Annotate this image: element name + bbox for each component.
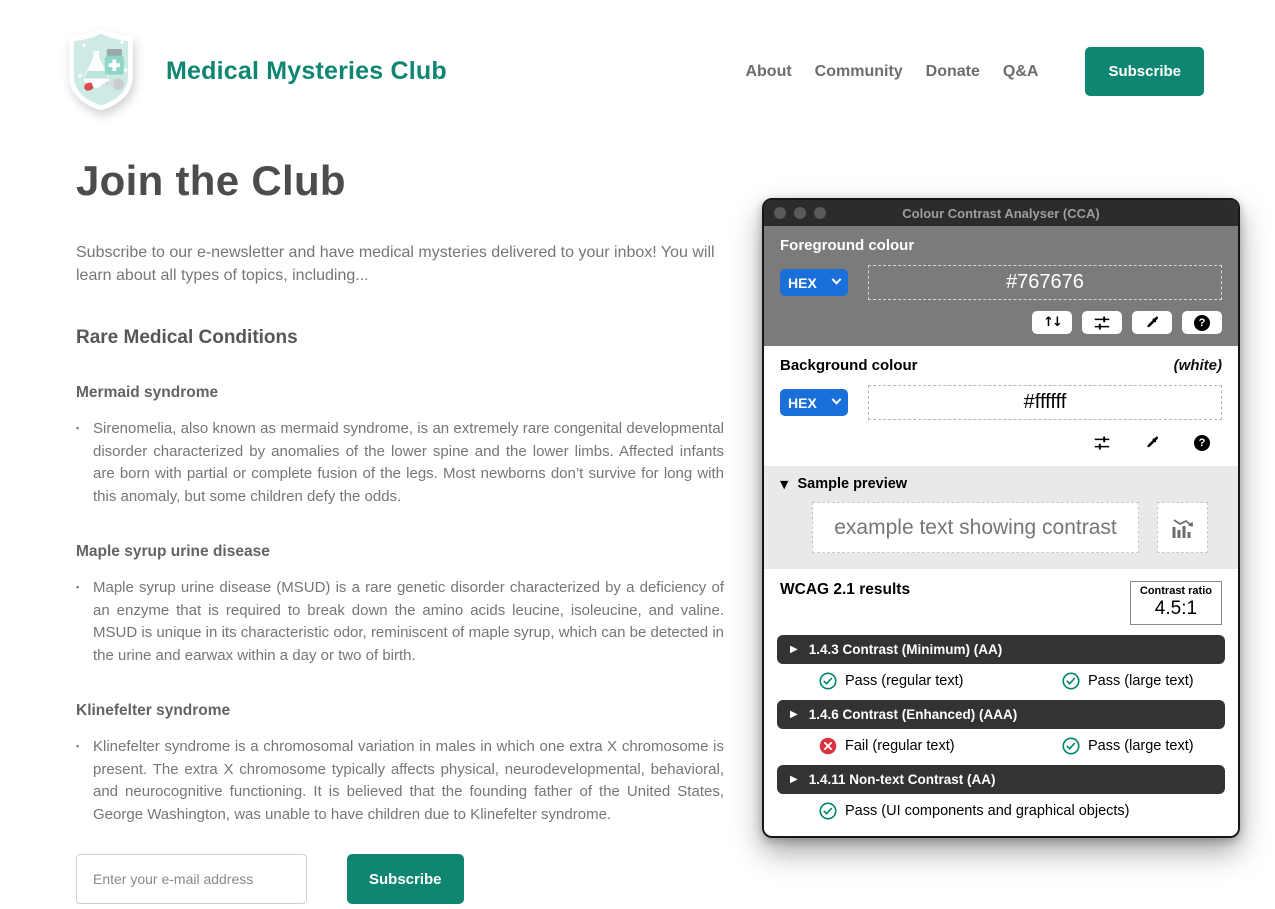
foreground-eyedropper-button[interactable] (1132, 311, 1172, 334)
wcag-rule-title: 1.4.6 Contrast (Enhanced) (AAA) (808, 707, 1018, 722)
list-item (76, 418, 724, 508)
foreground-sliders-button[interactable] (1082, 311, 1122, 334)
pass-check-icon (819, 802, 837, 820)
topic-body-mermaid: Sirenomelia, also known as mermaid syndrome, is an extremely rare congenital developmental disorder characterized by anomalies of the lower spine and the lower limbs. Affected infants are born with partial or complete fusion of the legs. Most newborns don’t survive for long with this anomaly, but some children defy the odds. (93, 420, 724, 505)
section-heading: Rare Medical Conditions (76, 327, 298, 349)
wcag-results-section (764, 569, 1238, 836)
sample-text-box (812, 502, 1139, 553)
bullet-icon: ▪ (76, 582, 80, 593)
cca-titlebar[interactable] (764, 200, 1238, 226)
wcag-result (819, 737, 1062, 755)
club-shield-logo (63, 26, 139, 117)
main-nav (745, 47, 1204, 96)
result-label: Fail (regular text) (845, 738, 955, 754)
background-eyedropper-button[interactable] (1132, 431, 1172, 454)
form-subscribe-button[interactable]: Subscribe (347, 854, 464, 904)
brand-title: Medical Mysteries Club (166, 57, 447, 85)
topic-heading-klinefelter: Klinefelter syndrome (76, 702, 231, 720)
wcag-rule-1411-bar[interactable] (777, 765, 1225, 794)
wcag-rule-146-bar[interactable] (777, 700, 1225, 729)
background-colour-section (764, 346, 1238, 466)
foreground-colour-label: Foreground colour (780, 237, 915, 254)
page-title: Join the Club (76, 157, 346, 204)
main-content (76, 157, 724, 909)
help-icon: ? (1194, 435, 1210, 451)
wcag-heading: WCAG 2.1 results (780, 581, 911, 598)
bullet-icon: ▪ (76, 741, 80, 752)
eyedropper-icon (1145, 315, 1160, 330)
foreground-format-select[interactable] (780, 269, 848, 296)
sample-preview-section (764, 466, 1238, 569)
background-colour-input[interactable] (868, 385, 1222, 420)
list-item (76, 736, 724, 826)
result-label: Pass (large text) (1088, 673, 1194, 689)
expand-icon: ▶ (790, 774, 798, 785)
wcag-result (1062, 672, 1225, 690)
contrast-ratio-box (1130, 581, 1222, 625)
topic-body-msud: Maple syrup urine disease (MSUD) is a rare genetic disorder characterized by a deficiency of an enzyme that is required to break down the amino acids leucine, isoleucine, and valine. MSUD is unique in its characteristic odor, reminiscent of maple syrup, which can be detected in the urine and earwax within a day or two of birth. (93, 579, 724, 664)
sample-text: example text showing contrast (834, 515, 1117, 539)
newsletter-form (76, 854, 724, 904)
window-title: Colour Contrast Analyser (CCA) (902, 205, 1100, 221)
background-format-select[interactable] (780, 389, 848, 416)
foreground-colour-input[interactable] (868, 265, 1222, 300)
foreground-format-value: HEX (788, 274, 817, 291)
swap-colours-button[interactable] (1032, 311, 1072, 334)
wcag-result (1062, 737, 1225, 755)
background-colour-name-hint: (white) (1173, 357, 1222, 374)
pass-check-icon (819, 672, 837, 690)
wcag-rule-title: 1.4.3 Contrast (Minimum) (AA) (808, 642, 1003, 657)
pass-check-icon (1062, 737, 1080, 755)
chart-icon (1168, 513, 1198, 543)
background-sliders-button[interactable] (1082, 431, 1122, 454)
topic-body-klinefelter: Klinefelter syndrome is a chromosomal variation in males in which one extra X chromosome is present. The extra X chromosome typically affects physical, neurodevelopmental, behavioral, and neurocognitive functioning. It is believed that the founding father of the United States, George Washington, was unable to have children due to Klinefelter syndrome. (93, 738, 724, 823)
background-help-button[interactable] (1182, 431, 1222, 454)
result-label: Pass (large text) (1088, 738, 1194, 754)
nav-link-qa[interactable]: Q&A (1002, 62, 1039, 80)
expand-icon: ▶ (790, 644, 798, 655)
nav-link-about[interactable]: About (745, 62, 792, 80)
pass-check-icon (1062, 672, 1080, 690)
swap-colours-icon: ↑↓ (1043, 315, 1061, 330)
chevron-down-icon (832, 275, 842, 285)
expand-icon: ▶ (790, 709, 798, 720)
background-colour-label: Background colour (780, 357, 918, 374)
result-label: Pass (regular text) (845, 673, 964, 689)
eyedropper-icon (1145, 435, 1160, 450)
sliders-icon (1093, 435, 1111, 451)
intro-paragraph: Subscribe to our e-newsletter and have medical mysteries delivered to your inbox! You will learn about all types of topics, including... (76, 244, 715, 285)
bullet-icon: ▪ (76, 423, 80, 434)
chevron-down-icon (832, 395, 842, 405)
sliders-icon (1093, 315, 1111, 331)
topic-heading-mermaid: Mermaid syndrome (76, 384, 219, 402)
email-input[interactable] (76, 854, 307, 904)
contrast-ratio-label: Contrast ratio (1139, 585, 1212, 597)
site-header (0, 0, 1275, 117)
foreground-colour-section (764, 226, 1238, 346)
help-icon: ? (1194, 315, 1210, 331)
cca-window (762, 198, 1240, 838)
background-format-value: HEX (788, 394, 817, 411)
nav-link-community[interactable]: Community (814, 62, 903, 80)
fail-x-icon (819, 737, 837, 755)
wcag-rule-title: 1.4.11 Non-text Contrast (AA) (808, 772, 996, 787)
nav-link-donate[interactable]: Donate (925, 62, 980, 80)
foreground-help-button[interactable] (1182, 311, 1222, 334)
header-subscribe-button[interactable]: Subscribe (1085, 47, 1204, 96)
wcag-rule-143-bar[interactable] (777, 635, 1225, 664)
result-label: Pass (UI components and graphical objects) (845, 803, 1130, 819)
contrast-ratio-value: 4.5:1 (1154, 598, 1198, 619)
collapse-icon: ▼ (780, 477, 789, 491)
wcag-result (819, 672, 1062, 690)
list-item (76, 577, 724, 667)
topic-heading-msud: Maple syrup urine disease (76, 543, 270, 561)
wcag-result (819, 802, 1225, 820)
club-shield-logo-image (63, 26, 139, 112)
sample-graphics-box[interactable] (1157, 502, 1208, 553)
sample-preview-toggle[interactable] (780, 476, 1222, 492)
sample-preview-label: Sample preview (797, 476, 908, 492)
